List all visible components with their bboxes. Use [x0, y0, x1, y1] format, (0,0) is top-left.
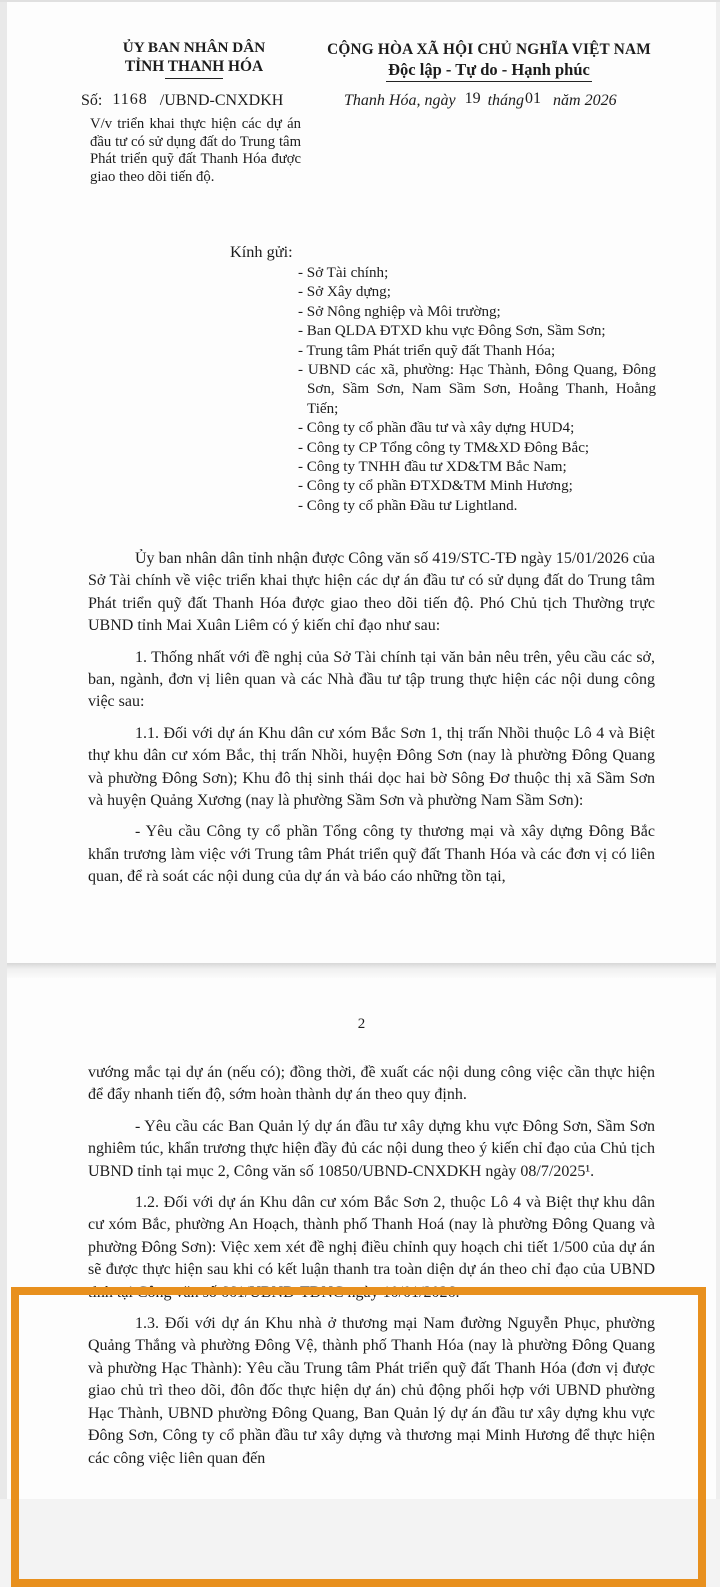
- salutation: Kính gửi:: [230, 242, 293, 261]
- place-date-prefix: Thanh Hóa, ngày: [344, 92, 456, 109]
- paragraph-item-1-2: 1.2. Đối với dự án Khu dân cư xóm Bắc Sơn 2, thuộc Lô 4 và Biệt thự khu dân cư xóm Bắc, phường An Hoạch, thành phố Thanh Hoá (nay là phường Đông Quang và phường Đông Sơn): Việc xem xét đề nghị điều chỉnh quy hoạch chi tiết 1/500 của dự án sẽ được thực hiện sau khi có kết luận thanh tra toàn diện dự án theo chỉ đạo của UBND tỉnh tại Công văn số 661/UBND-TDNC ngày 10/01/2026.: [88, 1194, 655, 1301]
- issuer-name-line2: TỈNH THANH HÓA: [124, 58, 264, 75]
- paragraph-item-1-1-req: - Yêu cầu Công ty cổ phần Tổng công ty thương mại và xây dựng Đông Bắc khẩn trương làm việc với Trung tâm Phát triển quỹ đất Thanh Hóa và các đơn vị có liên quan, để rà soát các nội dung của dự án và báo cáo những tồn tại,: [88, 823, 655, 886]
- highlight-box: [11, 1287, 706, 1587]
- paragraph-item-1-1-req2: - Yêu cầu các Ban Quản lý dự án đầu tư xây dựng khu vực Đông Sơn, Sầm Sơn nghiêm túc, khẩn trương thực hiện đầy đủ các nội dung theo ý kiến chỉ đạo của Chủ tịch UBND tỉnh tại mục 2, Công văn số 10850/UBND-CNXDKH ngày 08/7/2025¹.: [88, 1117, 655, 1180]
- paragraph-intro: Ủy ban nhân dân tỉnh nhận được Công văn số 419/STC-TĐ ngày 15/01/2026 của Sở Tài chính về việc triển khai thực hiện các dự án đầu tư có sử dụng đất do Trung tâm Phát triển quỹ đất Thanh Hóa được giao theo dõi tiến độ. Phó Chủ tịch Thường trực UBND tỉnh Mai Xuân Liêm có ý kiến chỉ đạo như sau:: [88, 550, 655, 635]
- date-year-label: năm 2026: [553, 92, 617, 109]
- recipient-item: - Công ty cổ phần ĐTXD&TM Minh Hương;: [298, 478, 573, 495]
- document-number-label: Số:: [81, 92, 103, 109]
- recipient-item: - Ban QLDA ĐTXD khu vực Đông Sơn, Sầm Sơn;: [298, 323, 606, 340]
- recipient-item: - UBND các xã, phường: Hạc Thành, Đông Quang, Đông Sơn, Sầm Sơn, Nam Sầm Sơn, Hoằng Thanh, Hoằng Tiến;: [298, 362, 656, 417]
- paragraph-item-1-3: 1.3. Đối với dự án Khu nhà ở thương mại Nam đường Nguyễn Phục, phường Quảng Thắng và phường Đông Vệ, thành phố Thanh Hóa (nay là phường Đông Quang và phường Hạc Thành): Yêu cầu Trung tâm Phát triển quỹ đất Thanh Hóa (đơn vị được giao chủ trì theo dõi, đôn đốc thực hiện dự án) chủ động phối hợp với UBND phường Hạc Thành, UBND phường Đông Quang, Ban Quản lý dự án đầu tư xây dựng khu vực Đông Sơn, Công ty cổ phần đầu tư xây dựng và thương mại Minh Hương để thực hiện các công việc liên quan đến: [88, 1315, 655, 1467]
- place-date-line: [344, 92, 617, 110]
- national-name: CỘNG HÒA XÃ HỘI CHỦ NGHĨA VIỆT NAM: [327, 41, 651, 58]
- page-edge-left: [0, 0, 7, 1499]
- document-number-value: 1168: [112, 90, 148, 108]
- date-month-label: tháng: [487, 92, 525, 109]
- date-month-value: 01: [525, 90, 542, 107]
- subject-line: V/v triển khai thực hiện các dự án đầu tư có sử dụng đất do Trung tâm Phát triển quỹ đất Thanh Hóa được giao theo dõi tiến độ.: [90, 116, 301, 185]
- paragraph-item-1: 1. Thống nhất với đề nghị của Sở Tài chính tại văn bản nêu trên, yêu cầu các sở, ban, ngành, đơn vị liên quan và các Nhà đầu tư tập trung thực hiện các nội dung công việc sau:: [88, 648, 655, 711]
- document-number-line: [81, 92, 283, 110]
- page-number: 2: [357, 1016, 366, 1032]
- document-page-1: [7, 2, 716, 963]
- recipient-item: - Công ty TNHH đầu tư XD&TM Bắc Nam;: [298, 459, 567, 476]
- recipient-item: - Công ty CP Tổng công ty TM&XD Đông Bắc;: [298, 439, 590, 456]
- recipient-item: - Trung tâm Phát triển quỹ đất Thanh Hóa;: [298, 342, 556, 359]
- recipient-item: - Sở Tài chính;: [298, 265, 389, 281]
- recipient-item: - Sở Xây dựng;: [298, 284, 391, 301]
- paragraph-continuation: vướng mắc tại dự án (nếu có); đồng thời, đề xuất các nội dung công việc cần thực hiện để đẩy nhanh tiến độ, sớm hoàn thành dự án theo quy định.: [88, 1064, 655, 1104]
- document-number-suffix: /UBND-CNXDKH: [159, 92, 284, 109]
- issuer-block: [88, 38, 300, 79]
- recipient-item: - Công ty cổ phần Đầu tư Lightland.: [298, 497, 518, 514]
- page-edge-right: [716, 0, 720, 1499]
- date-day-value: 19: [464, 90, 481, 107]
- issuer-name-line1: ỦY BAN NHÂN DÂN: [122, 39, 266, 56]
- recipient-list: [298, 264, 656, 516]
- national-motto: Độc lập - Tự do - Hạnh phúc: [386, 60, 592, 82]
- recipient-item: - Sở Nông nghiệp và Môi trường;: [298, 303, 501, 320]
- issuer-underline: [165, 78, 223, 79]
- page1-body: [88, 548, 655, 898]
- paragraph-item-1-1: 1.1. Đối với dự án Khu dân cư xóm Bắc Sơn 1, thị trấn Nhồi thuộc Lô 4 và Biệt thự khu dân cư xóm Bắc, thị trấn Nhồi, huyện Đông Sơn (nay là phường Đông Quang và phường Đông Sơn); Khu đô thị sinh thái dọc hai bờ Sông Đơ thuộc thị xã Sầm Sơn và huyện Quảng Xương (nay là phường Sầm Sơn và phường Nam Sầm Sơn):: [88, 724, 655, 810]
- national-header-block: [318, 40, 660, 82]
- page-separator: [7, 963, 716, 978]
- recipient-item: - Công ty cổ phần đầu tư và xây dựng HUD4;: [298, 420, 575, 437]
